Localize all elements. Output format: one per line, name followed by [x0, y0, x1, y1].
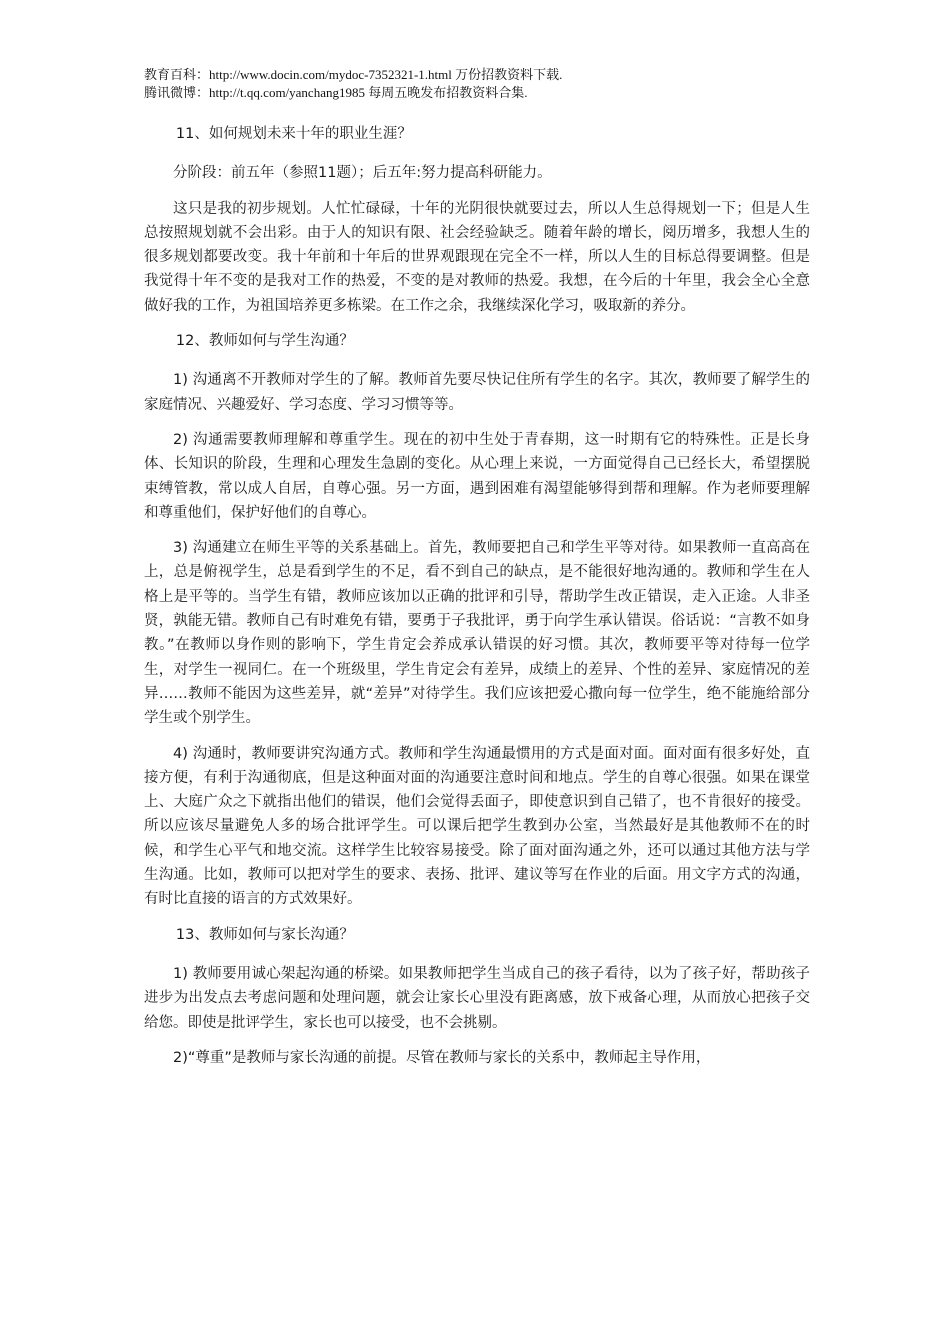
q12-paragraph-3: 3) 沟通建立在师生平等的关系基础上。首先，教师要把自己和学生平等对待。如果教师一直高高在上，总是俯视学生，总是看到学生的不足，看不到自己的缺点，是不能很好地沟通的。教师和学生在人格上是平等的。当学生有错，教师应该加以正确的批评和引导，帮助学生改正错误，走入正途。人非圣贤，孰能无错。教师自己有时难免有错，要勇于子我批评，勇于向学生承认错误。俗话说：“言教不如身教。”在教师以身作则的影响下，学生肯定会养成承认错误的好习惯。其次，教师要平等对待每一位学生，对学生一视同仁。在一个班级里，学生肯定会有差异，成绩上的差异、个性的差异、家庭情况的差异……教师不能因为这些差异，就“差异”对待学生。我们应该把爱心撒向每一位学生，绝不能施给部分学生或个别学生。 [144, 540, 810, 727]
header-line-docin: 教育百科：http://www.docin.com/mydoc-7352321-1.html 万份招教资料下载. [144, 67, 563, 82]
document-body [144, 122, 810, 1081]
q12-paragraph-2: 2) 沟通需要教师理解和尊重学生。现在的初中生处于青春期，这一时期有它的特殊性。正是长身体、长知识的阶段，生理和心理发生急剧的变化。从心理上来说，一方面觉得自己已经长大，希望摆脱束缚管教，常以成人自居，自尊心强。另一方面，遇到困难有渴望能够得到帮和理解。作为老师要理解和尊重他们，保护好他们的自尊心。 [144, 431, 810, 521]
q11-paragraph-1: 分阶段：前五年（参照11题）；后五年:努力提高科研能力。 [173, 165, 552, 182]
q11-paragraph-2: 这只是我的初步规划。人忙忙碌碌，十年的光阴很快就要过去，所以人生总得规划一下；但是人生总按照规划就不会出彩。由于人的知识有限、社会经验缺乏。随着年龄的增长，阅历增多，我想人生的很多规划都要改变。我十年前和十年后的世界观跟现在完全不一样，所以人生的目标总得要调整。但是我觉得十年不变的是我对工作的热爱，不变的是对教师的热爱。我想，在今后的十年里，我会全心全意做好我的工作，为祖国培养更多栋梁。在工作之余，我继续深化学习，吸取新的养分。 [144, 200, 810, 314]
q12-paragraph-4: 4) 沟通时，教师要讲究沟通方式。教师和学生沟通最惯用的方式是面对面。面对面有很多好处，直接方便，有利于沟通彻底，但是这种面对面的沟通要注意时间和地点。学生的自尊心很强。如果在课堂上、大庭广众之下就指出他们的错误，他们会觉得丢面子，即使意识到自己错了，也不肯很好的接受。所以应该尽量避免人多的场合批评学生。可以课后把学生教到办公室，当然最好是其他教师不在的时候，和学生心平气和地交流。这样学生比较容易接受。除了面对面沟通之外，还可以通过其他方法与学生沟通。比如，教师可以把对学生的要求、表扬、批评、建议等写在作业的后面。用文字方式的沟通，有时比直接的语言的方式效果好。 [144, 745, 810, 908]
document-header [144, 66, 844, 102]
header-line-weibo: 腾讯微博：http://t.qq.com/yanchang1985 每周五晚发布招教资料合集. [144, 85, 528, 100]
question-11-heading: 11、如何规划未来十年的职业生涯？ [175, 126, 412, 142]
q12-paragraph-1: 1) 沟通离不开教师对学生的了解。教师首先要尽快记住所有学生的名字。其次，教师要了解学生的家庭情况、兴趣爱好、学习态度、学习习惯等等。 [144, 372, 810, 413]
q13-paragraph-2: 2)“尊重”是教师与家长沟通的前提。尽管在教师与家长的关系中，教师起主导作用， [173, 1049, 711, 1066]
question-12-heading: 12、教师如何与学生沟通？ [175, 333, 354, 350]
question-13-heading: 13、教师如何与家长沟通？ [175, 926, 354, 943]
q13-paragraph-1: 1) 教师要用诚心架起沟通的桥梁。如果教师把学生当成自己的孩子看待，以为了孩子好，帮助孩子进步为出发点去考虑问题和处理问题，就会让家长心里没有距离感，放下戒备心理，从而放心把孩子交给您。即使是批评学生，家长也可以接受，也不会挑剔。 [144, 965, 810, 1031]
